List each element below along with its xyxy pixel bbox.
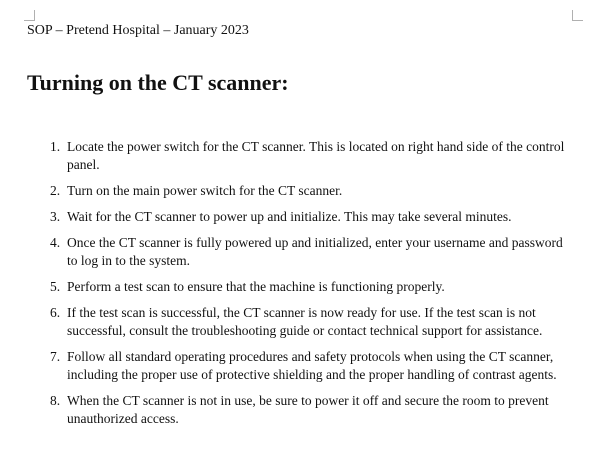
page-corner-mark-top-right xyxy=(572,10,583,21)
step-text: Follow all standard operating procedures and safety protocols when using the CT scanner, including the proper use of protective shielding and the proper handling of contrast agents. xyxy=(67,349,557,382)
step-number: 8. xyxy=(50,393,61,408)
step-item-3 xyxy=(50,208,573,226)
step-number: 7. xyxy=(50,349,61,364)
document-header: SOP – Pretend Hospital – January 2023 xyxy=(27,23,249,38)
step-item-1 xyxy=(50,138,573,174)
step-item-7 xyxy=(50,348,573,384)
step-item-4 xyxy=(50,234,573,270)
step-number: 6. xyxy=(50,305,61,320)
step-item-5 xyxy=(50,278,573,296)
step-number: 5. xyxy=(50,279,61,294)
step-text: Locate the power switch for the CT scanner. This is located on right hand side of the control panel. xyxy=(67,139,565,172)
step-text: Perform a test scan to ensure that the machine is functioning properly. xyxy=(67,279,445,294)
step-number: 1. xyxy=(50,139,61,154)
page-title: Turning on the CT scanner: xyxy=(27,70,289,95)
step-number: 2. xyxy=(50,183,61,198)
page-corner-mark-top-left xyxy=(24,10,35,21)
step-number: 3. xyxy=(50,209,61,224)
steps-list xyxy=(50,138,573,436)
step-item-8 xyxy=(50,392,573,428)
step-text: When the CT scanner is not in use, be sure to power it off and secure the room to prevent unauthorized access. xyxy=(67,393,549,426)
step-item-2 xyxy=(50,182,573,200)
step-text: Turn on the main power switch for the CT scanner. xyxy=(67,183,343,198)
step-text: If the test scan is successful, the CT scanner is now ready for use. If the test scan is not successful, consult the troubleshooting guide or contact technical support for assistance. xyxy=(67,305,543,338)
step-item-6 xyxy=(50,304,573,340)
step-text: Once the CT scanner is fully powered up and initialized, enter your username and password to log in to the system. xyxy=(67,235,563,268)
step-number: 4. xyxy=(50,235,61,250)
step-text: Wait for the CT scanner to power up and initialize. This may take several minutes. xyxy=(67,209,512,224)
